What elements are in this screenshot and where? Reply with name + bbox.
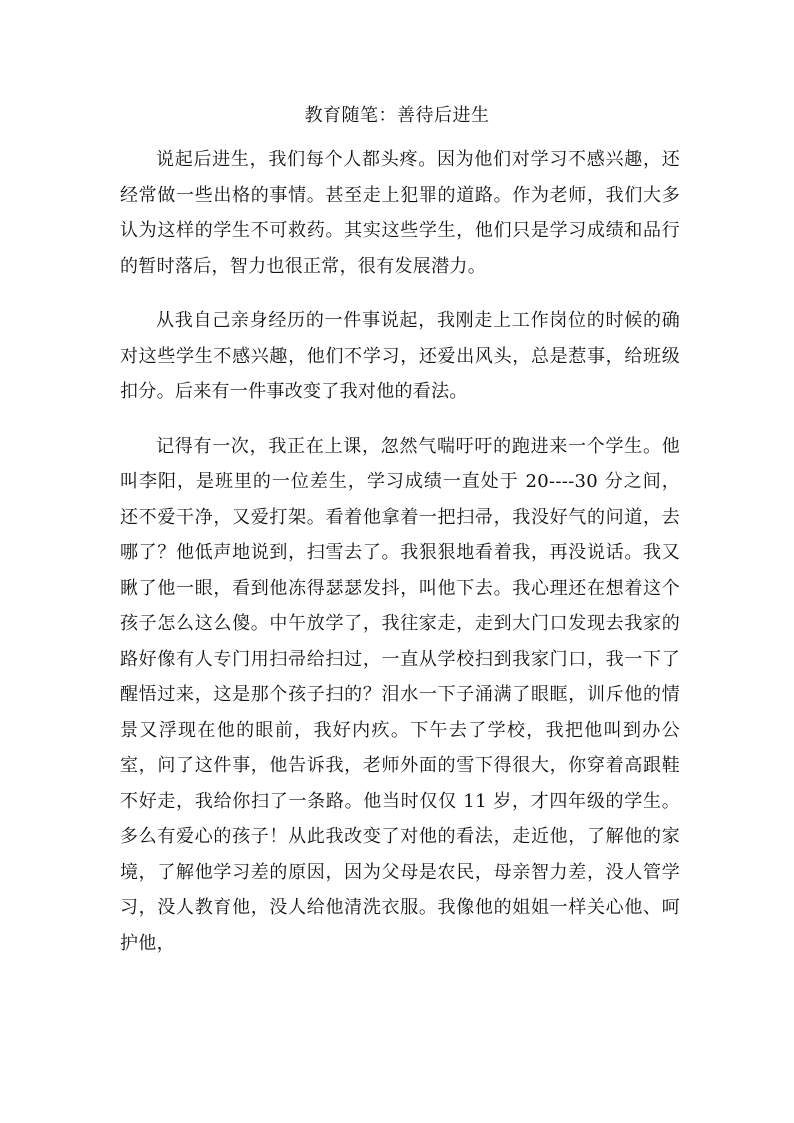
paragraph-2: 从我自己亲身经历的一件事说起，我刚走上工作岗位的时候的确对这些学生不感兴趣，他们不学习，还爱出风头，总是惹事，给班级扣分。后来有一件事改变了我对他的看法。 [120, 310, 680, 402]
document-title: 教育随笔：善待后进生 [304, 105, 490, 126]
document-body [120, 142, 680, 980]
paragraph-3: 记得有一次，我正在上课，忽然气喘吁吁的跑进来一个学生。他叫李阳，是班里的一位差生，学习成绩一直处于 20----30 分之间，还不爱干净，又爱打架。看着他拿着一把扫帚，我没好气的问道，去哪了？他低声地说到，扫雪去了。我狠狠地看着我，再没说话。我又瞅了他一眼，看到他冻得瑟瑟发抖，叫他下去。我心理还在想着这个孩子怎么这么傻。中午放学了，我往家走，走到大门口发现去我家的路好像有人专门用扫帚给扫过，一直从学校扫到我家门口，我一下了醒悟过来，这是那个孩子扫的？泪水一下子涌满了眼眶，训斥他的情景又浮现在他的眼前，我好内疚。下午去了学校，我把他叫到办公室，问了这件事，他告诉我，老师外面的雪下得很大，你穿着高跟鞋不好走，我给你扫了一条路。他当时仅仅 11 岁，才四年级的学生。多么有爱心的孩子！从此我改变了对他的看法，走近他，了解他的家境，了解他学习差的原因，因为父母是农民，母亲智力差，没人管学习，没人教育他，没人给他清洗衣服。我像他的姐姐一样关心他、呵护他， [120, 435, 680, 954]
paragraph-1: 说起后进生，我们每个人都头疼。因为他们对学习不感兴趣，还经常做一些出格的事情。甚至走上犯罪的道路。作为老师，我们大多认为这样的学生不可救药。其实这些学生，他们只是学习成绩和品行的暂时落后，智力也很正常，很有发展潜力。 [120, 149, 680, 277]
